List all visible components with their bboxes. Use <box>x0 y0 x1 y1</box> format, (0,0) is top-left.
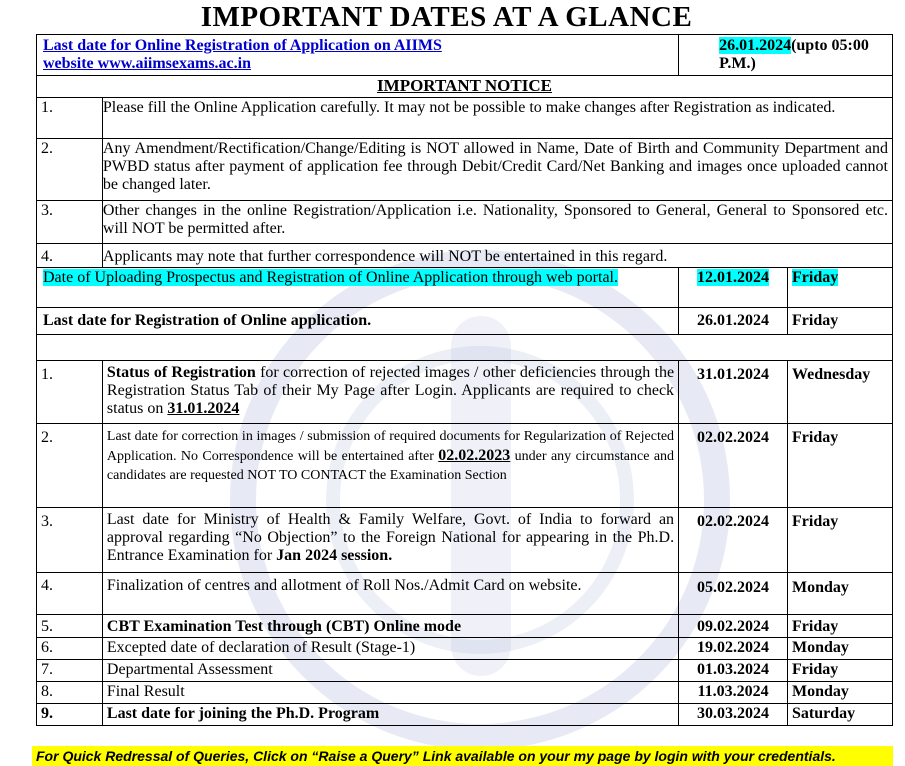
registration-deadline-date: 26.01.2024 <box>719 37 792 54</box>
schedule-text: Last date for joining the Ph.D. Program <box>102 704 678 726</box>
schedule-date: 30.03.2024 <box>679 704 788 726</box>
notice-item <box>37 98 893 139</box>
notice-text: Applicants may note that further correspondence will NOT be entertained in this regard. <box>102 244 892 268</box>
schedule-row <box>37 573 893 615</box>
schedule-text-cell <box>102 424 678 508</box>
prospectus-row <box>37 268 893 308</box>
notice-text: Other changes in the online Registration/Application i.e. Nationality, Sponsored to General, General to Sponsored etc. will NOT be permitted after. <box>102 201 892 244</box>
important-dates-page <box>36 0 893 726</box>
schedule-day: Friday <box>788 660 893 682</box>
schedule-bold-lead: Status of Registration <box>106 364 256 381</box>
last-registration-text: Last date for Registration of Online application. <box>37 308 679 335</box>
registration-link-line1[interactable]: Last date for Online Registration of Application on AIIMS <box>43 37 442 54</box>
schedule-num: 7. <box>37 660 103 682</box>
schedule-num: 4. <box>37 573 103 615</box>
notice-item <box>37 201 893 244</box>
schedule-day: Friday <box>788 508 893 573</box>
notice-num: 3. <box>37 201 103 244</box>
schedule-day: Monday <box>788 638 893 660</box>
schedule-text-b: under any circumstance and candidates are requested NOT TO CONTACT the Examination Section <box>106 449 675 483</box>
schedule-text-cell <box>102 508 678 573</box>
schedule-date: 05.02.2024 <box>679 573 788 615</box>
schedule-row <box>37 638 893 660</box>
last-registration-day: Friday <box>788 308 893 335</box>
schedule-text: Last date for Ministry of Health & Family Welfare, Govt. of India to forward an approval regarding “No Objection” to the Foreign National for appearing in the Ph.D. Entrance Examination for <box>106 511 675 564</box>
notice-num: 4. <box>37 244 103 268</box>
prospectus-date: 12.01.2024 <box>697 269 770 286</box>
schedule-tail-end: . <box>388 547 393 564</box>
registration-row <box>37 35 893 76</box>
schedule-text: Departmental Assessment <box>102 660 678 682</box>
schedule-num: 3. <box>37 508 103 573</box>
schedule-num: 1. <box>37 361 103 424</box>
notice-heading-row <box>37 76 893 98</box>
schedule-text-a: Last date for correction in images / submission of required documents for Regularization of Rejected Application. No Correspondence will be entertained after <box>106 429 675 464</box>
schedule-num: 8. <box>37 682 103 704</box>
schedule-num: 2. <box>37 424 103 508</box>
schedule-date: 11.03.2024 <box>679 682 788 704</box>
schedule-bold-mid: 02.02.2023 <box>438 447 511 464</box>
notice-num: 2. <box>37 139 103 201</box>
spacer-cell <box>37 335 893 361</box>
registration-link-cell[interactable] <box>37 35 679 76</box>
notice-item <box>37 244 893 268</box>
schedule-row <box>37 704 893 726</box>
schedule-text: for correction of rejected images / other deficiencies through the Registration Status Tab of their My Page after Login. Applicants are required to check status on <box>106 364 675 417</box>
schedule-date: 02.02.2024 <box>679 508 788 573</box>
prospectus-day: Friday <box>792 269 839 286</box>
last-registration-row <box>37 308 893 335</box>
schedule-text: Excepted date of declaration of Result (Stage-1) <box>102 638 678 660</box>
schedule-day: Monday <box>788 573 893 615</box>
schedule-day: Friday <box>788 424 893 508</box>
schedule-row <box>37 424 893 508</box>
schedule-row <box>37 615 893 638</box>
prospectus-text: Date of Uploading Prospectus and Registration of Online Application through web portal. <box>43 269 618 286</box>
dates-table <box>36 34 893 726</box>
schedule-num: 9. <box>37 704 103 726</box>
schedule-date: 31.01.2024 <box>679 361 788 424</box>
schedule-row <box>37 508 893 573</box>
schedule-num: 6. <box>37 638 103 660</box>
prospectus-date-cell <box>679 268 788 308</box>
schedule-date: 02.02.2024 <box>679 424 788 508</box>
spacer-row <box>37 335 893 361</box>
schedule-day: Wednesday <box>788 361 893 424</box>
schedule-date: 09.02.2024 <box>679 615 788 638</box>
notice-num: 1. <box>37 98 103 139</box>
notice-text: Please fill the Online Application carefully. It may not be possible to make changes after Registration as indicated. <box>102 98 892 139</box>
schedule-text: CBT Examination Test through (CBT) Online mode <box>102 615 678 638</box>
schedule-day: Monday <box>788 682 893 704</box>
schedule-day: Saturday <box>788 704 893 726</box>
schedule-date: 19.02.2024 <box>679 638 788 660</box>
schedule-bold-tail: 31.01.2024 <box>167 400 240 417</box>
schedule-date: 01.03.2024 <box>679 660 788 682</box>
raise-query-footer: For Quick Redressal of Queries, Click on “Raise a Query” Link available on your my page by login with your credentials. <box>32 746 893 766</box>
schedule-day: Friday <box>788 615 893 638</box>
schedule-row <box>37 361 893 424</box>
page-title: IMPORTANT DATES AT A GLANCE <box>200 1 693 33</box>
schedule-text: Final Result <box>102 682 678 704</box>
notice-heading: IMPORTANT NOTICE <box>377 76 552 95</box>
schedule-row <box>37 682 893 704</box>
prospectus-cell <box>37 268 679 308</box>
schedule-text-cell <box>102 361 678 424</box>
registration-deadline-cell <box>679 35 893 76</box>
schedule-bold-tail: Jan 2024 session <box>276 547 389 564</box>
prospectus-day-cell <box>788 268 893 308</box>
schedule-row <box>37 660 893 682</box>
notice-item <box>37 139 893 201</box>
registration-link-line2[interactable]: website www.aiimsexams.ac.in <box>43 55 251 72</box>
notice-text: Any Amendment/Rectification/Change/Editing is NOT allowed in Name, Date of Birth and Community Department and PWBD status after payment of application fee through Debit/Credit Card/Net Banking and images once uploaded cannot be changed later. <box>102 139 892 201</box>
schedule-text: Finalization of centres and allotment of Roll Nos./Admit Card on website. <box>102 573 678 615</box>
schedule-num: 5. <box>37 615 103 638</box>
registration-deadline-time: (upto 05:00 P.M.) <box>719 37 869 72</box>
notice-heading-cell <box>37 76 893 98</box>
last-registration-date: 26.01.2024 <box>679 308 788 335</box>
